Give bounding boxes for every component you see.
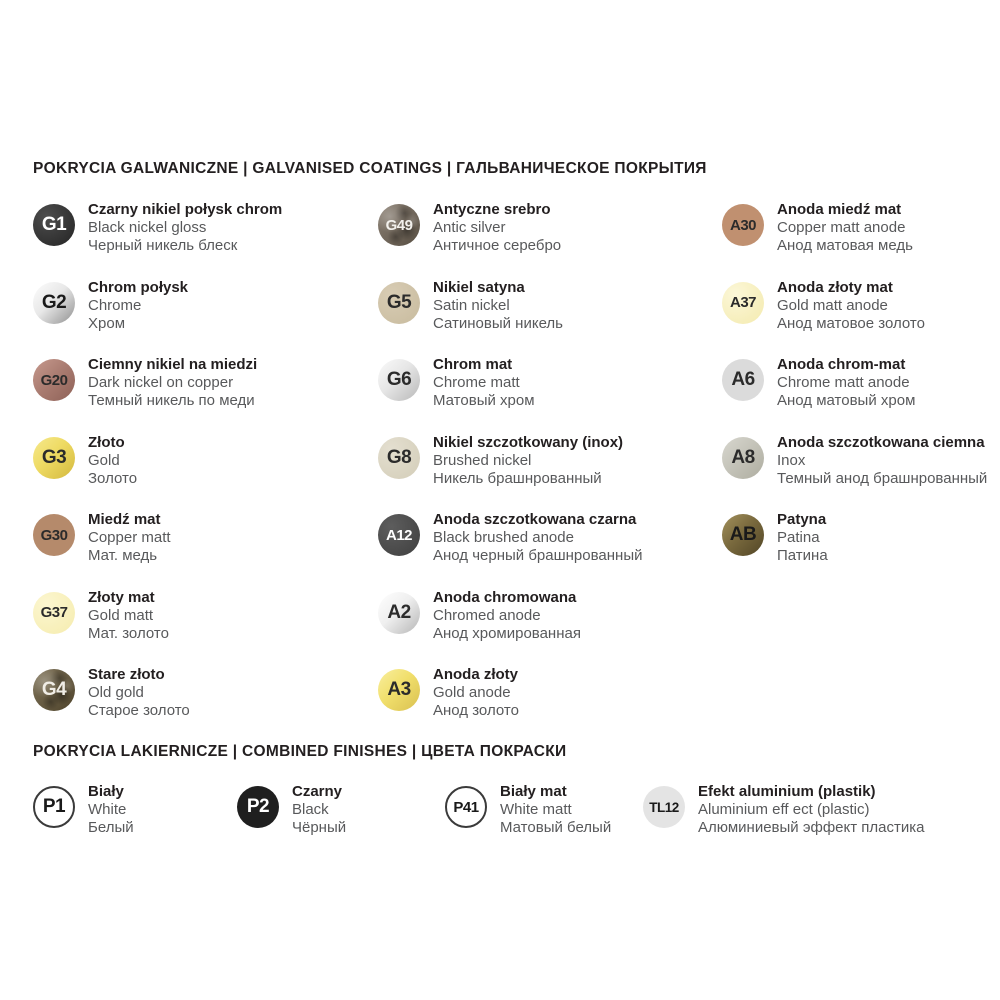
finish-name-pl: Anoda szczotkowana ciemna <box>777 433 985 451</box>
finish-item-g20 <box>33 356 282 410</box>
swatch-g30-icon <box>33 514 75 556</box>
finish-labels <box>777 279 925 333</box>
finish-name-ru: Анод хромированная <box>433 624 581 642</box>
finish-item-g37 <box>33 589 282 643</box>
finish-labels <box>433 279 563 333</box>
finish-code: G3 <box>41 446 67 468</box>
finish-item-g4 <box>33 666 282 720</box>
finish-labels <box>777 434 987 488</box>
finish-labels <box>88 434 137 488</box>
finish-name-pl: Chrom mat <box>433 356 513 373</box>
finish-item-g49 <box>378 201 642 255</box>
swatch-g4-icon <box>33 669 75 711</box>
swatch-g37-icon <box>33 592 75 634</box>
finish-item-p41 <box>445 783 611 837</box>
finish-name-en: Patina <box>777 529 820 546</box>
finish-name-en: Gold <box>88 451 120 469</box>
swatch-g1-icon <box>33 204 75 246</box>
finish-name-pl: Chrom połysk <box>88 278 189 296</box>
swatch-a2-icon <box>378 592 420 634</box>
finish-name-en: Antic silver <box>433 219 506 236</box>
finish-name-ru: Мат. золото <box>88 624 169 642</box>
finish-name-ru: Хром <box>88 314 126 332</box>
finish-name-en: Copper matt <box>88 529 171 546</box>
finish-name-pl: Anoda szczotkowana czarna <box>433 511 637 528</box>
finish-name-ru: Анод золото <box>433 702 519 719</box>
section-title-lacquered: POKRYCIA LAKIERNICZE | COMBINED FINISHES | ЦВЕТА ПОКРАСКИ <box>33 743 567 760</box>
finish-code: A37 <box>729 294 757 311</box>
swatch-a12-icon <box>378 514 420 556</box>
finish-name-ru: Патина <box>777 547 828 564</box>
finish-item-g3 <box>33 434 282 488</box>
finish-name-ru: Никель брашнрованный <box>433 469 602 487</box>
finish-labels <box>433 589 581 643</box>
finish-name-en: Chrome matt <box>433 374 520 391</box>
finish-name-ru: Античное серебро <box>433 237 562 254</box>
finish-name-pl: Miedź mat <box>88 511 161 528</box>
finish-name-ru: Золото <box>88 469 138 487</box>
swatch-ab-icon <box>722 514 764 556</box>
finish-item-ab <box>722 511 987 565</box>
finish-labels <box>88 666 190 720</box>
finish-name-ru: Черный никель блеск <box>88 237 238 254</box>
finish-labels <box>698 783 924 837</box>
finish-name-pl: Antyczne srebro <box>433 201 551 218</box>
finish-code: P41 <box>453 798 479 816</box>
finish-labels <box>777 511 828 565</box>
swatch-a3-icon <box>378 669 420 711</box>
finish-name-ru: Анод матовый хром <box>777 392 916 409</box>
swatch-p1-icon <box>33 786 75 828</box>
finish-code: P2 <box>246 796 270 817</box>
finish-name-en: Chromed anode <box>433 606 541 624</box>
finish-code: G1 <box>41 214 67 235</box>
swatch-a30-icon <box>722 204 764 246</box>
finish-code: A30 <box>729 216 757 234</box>
finish-name-ru: Анод матовое золото <box>777 314 925 332</box>
finish-labels <box>88 279 188 333</box>
finish-name-ru: Матовый хром <box>433 392 535 409</box>
finish-name-pl: Anoda chrom-mat <box>777 356 906 373</box>
finish-name-ru: Анод матовая медь <box>777 237 913 254</box>
finish-name-pl: Złoty mat <box>88 588 155 606</box>
finish-code: G8 <box>386 446 412 468</box>
finish-name-pl: Anoda miedź mat <box>777 201 902 218</box>
finish-code: G49 <box>385 216 413 234</box>
finish-item-g5 <box>378 279 642 333</box>
galvanised-column-1 <box>33 201 282 744</box>
finish-name-pl: Efekt aluminium (plastik) <box>698 783 876 800</box>
finish-code: P1 <box>42 796 66 817</box>
finish-item-g30 <box>33 511 282 565</box>
swatch-a8-icon <box>722 437 764 479</box>
finish-name-en: Gold anode <box>433 684 511 701</box>
finish-name-pl: Anoda chromowana <box>433 588 577 606</box>
finish-code: A3 <box>387 679 411 700</box>
finish-labels <box>777 356 915 410</box>
finish-name-en: Copper matt anode <box>777 219 906 236</box>
finish-name-pl: Stare złoto <box>88 666 165 683</box>
finish-labels <box>433 666 519 720</box>
finish-item-a30 <box>722 201 987 255</box>
finish-item-g1 <box>33 201 282 255</box>
finish-name-ru: Чёрный <box>292 819 347 836</box>
finish-labels <box>292 783 346 837</box>
finish-name-pl: Biały <box>88 783 124 800</box>
finish-name-en: Black <box>292 801 329 818</box>
swatch-p2-icon <box>237 786 279 828</box>
swatch-g20-icon <box>33 359 75 401</box>
finish-name-en: Black nickel gloss <box>88 219 207 236</box>
swatch-g5-icon <box>378 282 420 324</box>
finish-name-en: Dark nickel on copper <box>88 374 234 391</box>
swatch-g3-icon <box>33 437 75 479</box>
finish-labels <box>777 201 913 255</box>
finish-name-en: Chrome matt anode <box>777 374 910 391</box>
finish-name-ru: Темный никель по меди <box>88 392 255 409</box>
finish-code: A6 <box>731 369 755 390</box>
finish-code: G20 <box>40 371 68 389</box>
finish-item-g8 <box>378 434 642 488</box>
finish-item-a2 <box>378 589 642 643</box>
finish-name-en: White <box>88 801 127 818</box>
swatch-a6-icon <box>722 359 764 401</box>
swatch-p41-icon <box>445 786 487 828</box>
finish-code: G5 <box>386 291 412 313</box>
finish-name-ru: Старое золото <box>88 702 190 719</box>
lacquered-row <box>0 783 1000 863</box>
finish-name-en: Satin nickel <box>433 296 510 314</box>
finish-name-pl: Złoto <box>88 433 125 451</box>
finish-code: A2 <box>387 601 411 623</box>
swatch-tl12-icon <box>643 786 685 828</box>
finish-name-ru: Алюминиевый эффект пластика <box>698 819 925 836</box>
finish-name-ru: Матовый белый <box>500 819 612 836</box>
finish-name-ru: Мат. медь <box>88 547 158 564</box>
finish-name-pl: Czarny <box>292 783 343 800</box>
finish-labels <box>433 201 561 255</box>
finish-labels <box>88 783 134 837</box>
finish-item-tl12 <box>643 783 924 837</box>
swatch-g2-icon <box>33 282 75 324</box>
finish-name-en: Inox <box>777 451 806 469</box>
finish-name-en: Gold matt anode <box>777 296 888 314</box>
finish-name-pl: Ciemny nikiel na miedzi <box>88 356 258 373</box>
finish-code: G4 <box>41 679 67 700</box>
finish-name-en: Black brushed anode <box>433 529 574 546</box>
finish-labels <box>88 356 257 410</box>
finish-code: G2 <box>41 291 67 313</box>
swatch-g8-icon <box>378 437 420 479</box>
finish-name-ru: Сатиновый никель <box>433 314 563 332</box>
finish-name-en: Aluminium eff ect (plastic) <box>698 801 870 818</box>
swatch-a37-icon <box>722 282 764 324</box>
finish-item-g6 <box>378 356 642 410</box>
finish-name-pl: Biały mat <box>500 783 567 800</box>
finish-name-ru: Белый <box>88 819 134 836</box>
finish-code: AB <box>729 524 757 545</box>
finish-code: G30 <box>40 526 68 544</box>
finish-item-a6 <box>722 356 987 410</box>
finish-code: A8 <box>731 446 755 468</box>
finish-name-pl: Anoda złoty mat <box>777 278 893 296</box>
finish-name-en: Gold matt <box>88 606 154 624</box>
finish-code: A12 <box>385 526 413 544</box>
finish-labels <box>88 589 169 643</box>
finish-name-pl: Nikiel szczotkowany (inox) <box>433 433 624 451</box>
finish-name-en: White matt <box>500 801 572 818</box>
finish-name-en: Chrome <box>88 296 142 314</box>
finish-item-a8 <box>722 434 987 488</box>
swatch-g6-icon <box>378 359 420 401</box>
finish-labels <box>433 434 623 488</box>
finish-item-p1 <box>33 783 134 837</box>
finish-item-a12 <box>378 511 642 565</box>
finish-item-g2 <box>33 279 282 333</box>
finish-name-en: Brushed nickel <box>433 451 532 469</box>
swatch-g49-icon <box>378 204 420 246</box>
finish-code: G6 <box>386 369 412 390</box>
finish-name-pl: Patyna <box>777 511 827 528</box>
galvanised-column-3 <box>722 201 987 589</box>
finish-code: G37 <box>40 604 68 621</box>
finish-name-ru: Темный анод брашнрованный <box>777 469 988 487</box>
section-title-galvanised: POKRYCIA GALWANICZNE | GALVANISED COATINGS | ГАЛЬВАНИЧЕСКОЕ ПОКРЫТИЯ <box>33 160 707 177</box>
finish-item-a37 <box>722 279 987 333</box>
finish-code: TL12 <box>649 799 679 815</box>
finish-labels <box>88 511 171 565</box>
finish-name-pl: Czarny nikiel połysk chrom <box>88 201 283 218</box>
finish-labels <box>433 511 642 565</box>
finish-name-en: Old gold <box>88 684 144 701</box>
finish-name-pl: Nikiel satyna <box>433 278 525 296</box>
finish-item-a3 <box>378 666 642 720</box>
finish-name-ru: Анод черный брашнрованный <box>433 547 643 564</box>
finish-name-pl: Anoda złoty <box>433 666 518 683</box>
finish-labels <box>433 356 535 410</box>
finish-labels <box>88 201 282 255</box>
finish-item-p2 <box>237 783 346 837</box>
galvanised-column-2 <box>378 201 642 744</box>
finish-labels <box>500 783 611 837</box>
